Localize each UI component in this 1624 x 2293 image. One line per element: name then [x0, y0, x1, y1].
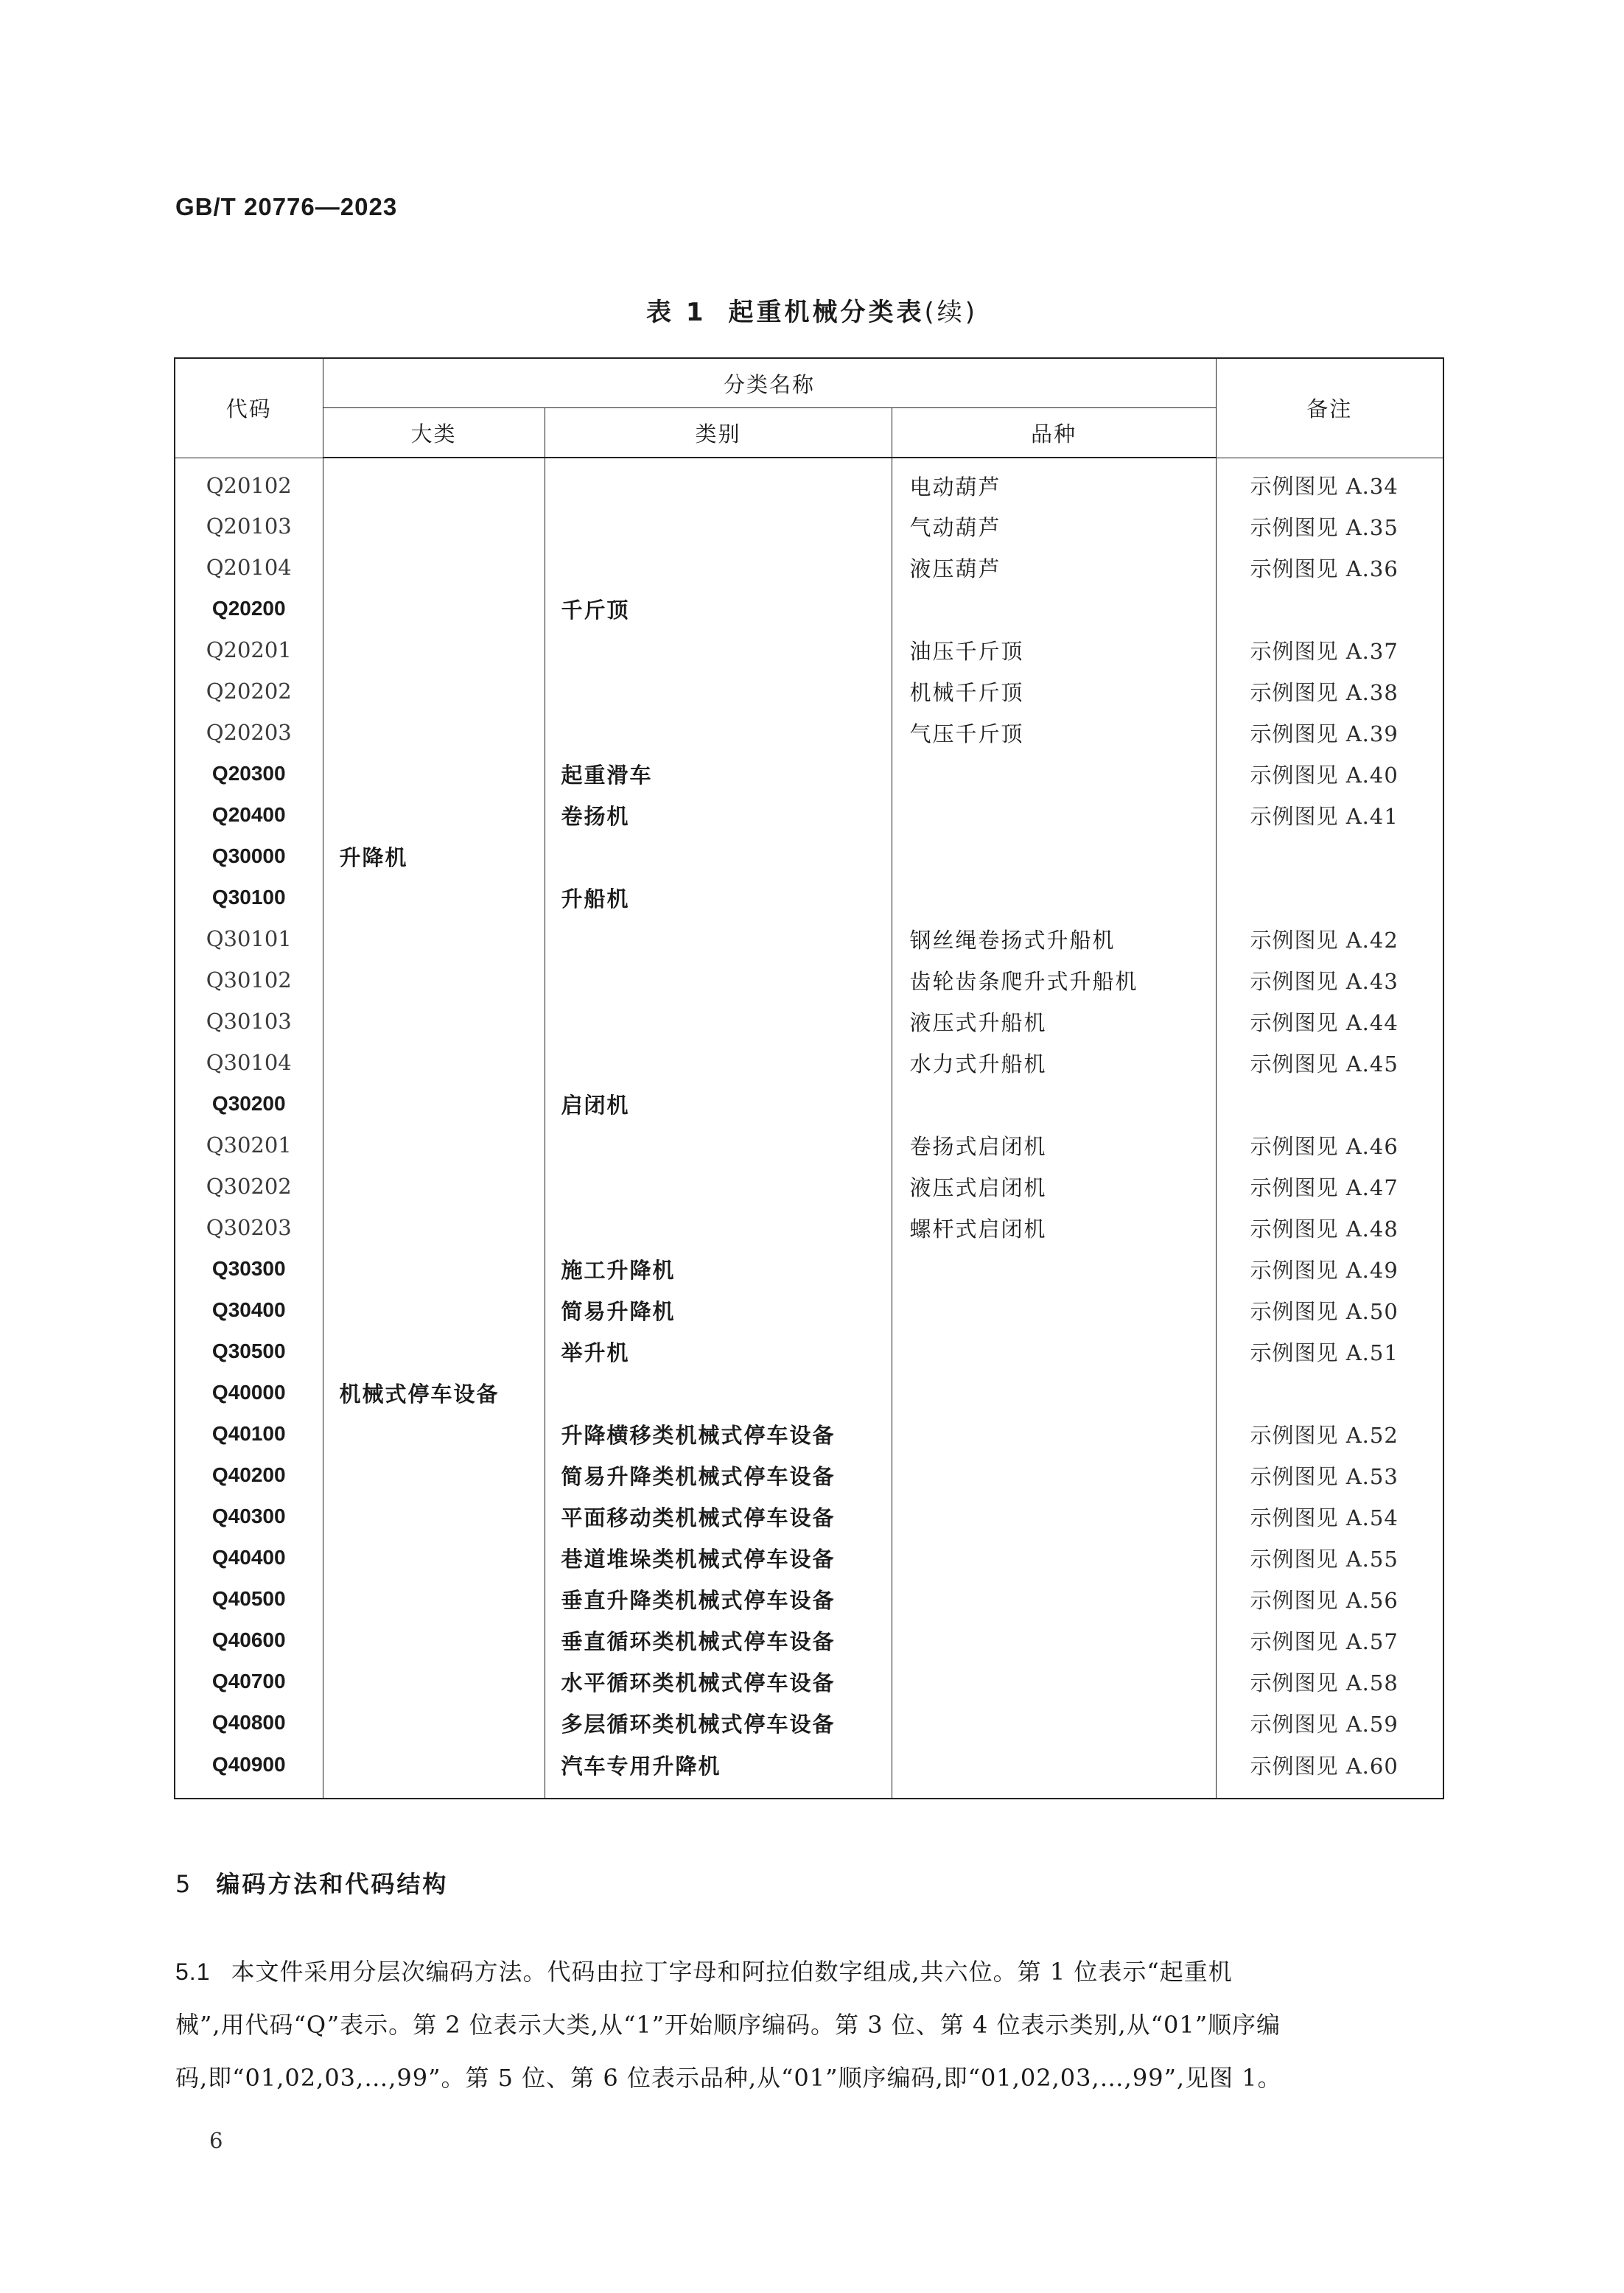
- major-cell: [323, 1620, 545, 1661]
- variety-cell: [892, 836, 1216, 877]
- note-cell: 示例图见 A.57: [1216, 1620, 1443, 1661]
- variety-cell: [892, 1661, 1216, 1702]
- variety-cell: [892, 1331, 1216, 1372]
- category-cell: [545, 959, 892, 1001]
- category-cell: [545, 918, 892, 959]
- major-cell: [323, 1537, 545, 1578]
- category-cell: [545, 458, 892, 505]
- note-cell: 示例图见 A.36: [1216, 547, 1443, 588]
- note-cell: 示例图见 A.51: [1216, 1331, 1443, 1372]
- code-cell: Q40100: [175, 1413, 323, 1454]
- table-row: [175, 1083, 1443, 1124]
- table-row: [175, 712, 1443, 753]
- code-cell: Q20103: [175, 505, 323, 547]
- variety-cell: [892, 1289, 1216, 1331]
- note-cell: 示例图见 A.37: [1216, 629, 1443, 671]
- variety-cell: 齿轮齿条爬升式升船机: [892, 959, 1216, 1001]
- variety-cell: [892, 753, 1216, 794]
- category-cell: 简易升降机: [545, 1289, 892, 1331]
- clause-5-1: [175, 1945, 1444, 2104]
- clause-text: 本文件采用分层次编码方法。代码由拉丁字母和阿拉伯数字组成,共六位。第 1 位表示“起重机: [231, 1958, 1233, 1986]
- major-cell: [323, 794, 545, 836]
- major-cell: [323, 1001, 545, 1042]
- variety-cell: [892, 1620, 1216, 1661]
- category-cell: 启闭机: [545, 1083, 892, 1124]
- code-cell: Q20400: [175, 794, 323, 836]
- major-cell: [323, 1248, 545, 1289]
- header-code: 代码: [175, 358, 323, 458]
- major-cell: [323, 547, 545, 588]
- category-cell: [545, 671, 892, 712]
- note-cell: 示例图见 A.52: [1216, 1413, 1443, 1454]
- table-number: 表 1: [645, 298, 707, 327]
- code-cell: Q30300: [175, 1248, 323, 1289]
- variety-cell: [892, 1454, 1216, 1496]
- note-cell: 示例图见 A.34: [1216, 458, 1443, 505]
- variety-cell: 气动葫芦: [892, 505, 1216, 547]
- major-cell: [323, 877, 545, 918]
- variety-cell: [892, 1083, 1216, 1124]
- variety-cell: [892, 588, 1216, 629]
- major-cell: [323, 1743, 545, 1799]
- table-row: [175, 629, 1443, 671]
- table-row: [175, 1620, 1443, 1661]
- table-row: [175, 1207, 1443, 1248]
- code-cell: Q30103: [175, 1001, 323, 1042]
- code-cell: Q20201: [175, 629, 323, 671]
- note-cell: 示例图见 A.49: [1216, 1248, 1443, 1289]
- table-title: [0, 292, 1624, 328]
- major-cell: [323, 1702, 545, 1743]
- note-cell: 示例图见 A.53: [1216, 1454, 1443, 1496]
- category-cell: [545, 1166, 892, 1207]
- table-row: [175, 1042, 1443, 1083]
- table-continued: (续): [924, 298, 979, 327]
- note-cell: 示例图见 A.48: [1216, 1207, 1443, 1248]
- code-cell: Q30500: [175, 1331, 323, 1372]
- code-cell: Q30104: [175, 1042, 323, 1083]
- note-cell: 示例图见 A.35: [1216, 505, 1443, 547]
- note-cell: 示例图见 A.60: [1216, 1743, 1443, 1799]
- major-cell: [323, 671, 545, 712]
- page-number: 6: [209, 2128, 223, 2153]
- table-row: [175, 1537, 1443, 1578]
- category-cell: [545, 505, 892, 547]
- code-cell: Q30100: [175, 877, 323, 918]
- table-row: [175, 1743, 1443, 1799]
- note-cell: 示例图见 A.44: [1216, 1001, 1443, 1042]
- major-cell: [323, 1496, 545, 1537]
- header-variety: 品种: [892, 408, 1216, 458]
- table-row: [175, 959, 1443, 1001]
- category-cell: 垂直升降类机械式停车设备: [545, 1578, 892, 1620]
- major-cell: [323, 959, 545, 1001]
- category-cell: 多层循环类机械式停车设备: [545, 1702, 892, 1743]
- note-cell: 示例图见 A.55: [1216, 1537, 1443, 1578]
- category-cell: 举升机: [545, 1331, 892, 1372]
- code-cell: Q30400: [175, 1289, 323, 1331]
- section-title: 编码方法和代码结构: [216, 1870, 449, 1898]
- major-cell: [323, 1083, 545, 1124]
- document-id: GB/T 20776—2023: [175, 193, 398, 220]
- code-cell: Q40600: [175, 1620, 323, 1661]
- table-row: [175, 588, 1443, 629]
- major-cell: [323, 753, 545, 794]
- major-cell: [323, 458, 545, 505]
- category-cell: 卷扬机: [545, 794, 892, 836]
- major-cell: [323, 1207, 545, 1248]
- category-cell: 升降横移类机械式停车设备: [545, 1413, 892, 1454]
- category-cell: [545, 1372, 892, 1413]
- variety-cell: [892, 1372, 1216, 1413]
- note-cell: 示例图见 A.40: [1216, 753, 1443, 794]
- variety-cell: [892, 1248, 1216, 1289]
- code-cell: Q40700: [175, 1661, 323, 1702]
- category-cell: [545, 1207, 892, 1248]
- major-cell: [323, 1331, 545, 1372]
- variety-cell: 液压式升船机: [892, 1001, 1216, 1042]
- table-caption: 起重机械分类表: [728, 298, 925, 327]
- code-cell: Q40800: [175, 1702, 323, 1743]
- table-row: [175, 1661, 1443, 1702]
- table-row: [175, 671, 1443, 712]
- category-cell: 巷道堆垛类机械式停车设备: [545, 1537, 892, 1578]
- category-cell: [545, 547, 892, 588]
- variety-cell: [892, 1537, 1216, 1578]
- variety-cell: 气压千斤顶: [892, 712, 1216, 753]
- table-row: [175, 458, 1443, 505]
- note-cell: 示例图见 A.43: [1216, 959, 1443, 1001]
- category-cell: 千斤顶: [545, 588, 892, 629]
- variety-cell: 油压千斤顶: [892, 629, 1216, 671]
- code-cell: Q40500: [175, 1578, 323, 1620]
- variety-cell: 卷扬式启闭机: [892, 1124, 1216, 1166]
- clause-number: 5.1: [175, 1958, 211, 1985]
- note-cell: 示例图见 A.54: [1216, 1496, 1443, 1537]
- category-cell: [545, 629, 892, 671]
- note-cell: 示例图见 A.59: [1216, 1702, 1443, 1743]
- major-cell: [323, 1413, 545, 1454]
- category-cell: 起重滑车: [545, 753, 892, 794]
- table-row: [175, 794, 1443, 836]
- category-cell: [545, 1001, 892, 1042]
- code-cell: Q40200: [175, 1454, 323, 1496]
- code-cell: Q20104: [175, 547, 323, 588]
- category-cell: [545, 836, 892, 877]
- table-row: [175, 1454, 1443, 1496]
- code-cell: Q40900: [175, 1743, 323, 1799]
- category-cell: 垂直循环类机械式停车设备: [545, 1620, 892, 1661]
- variety-cell: [892, 1743, 1216, 1799]
- major-cell: [323, 1042, 545, 1083]
- table-row: [175, 1001, 1443, 1042]
- code-cell: Q30201: [175, 1124, 323, 1166]
- table-row: [175, 1248, 1443, 1289]
- code-cell: Q40400: [175, 1537, 323, 1578]
- note-cell: 示例图见 A.41: [1216, 794, 1443, 836]
- major-cell: [323, 1578, 545, 1620]
- variety-cell: 钢丝绳卷扬式升船机: [892, 918, 1216, 959]
- table-row: [175, 505, 1443, 547]
- code-cell: Q20203: [175, 712, 323, 753]
- major-cell: [323, 918, 545, 959]
- header-category: 类别: [545, 408, 892, 458]
- table-row: [175, 1289, 1443, 1331]
- code-cell: Q30202: [175, 1166, 323, 1207]
- category-cell: 施工升降机: [545, 1248, 892, 1289]
- table-row: [175, 877, 1443, 918]
- table-row: [175, 1372, 1443, 1413]
- note-cell: 示例图见 A.45: [1216, 1042, 1443, 1083]
- note-cell: 示例图见 A.58: [1216, 1661, 1443, 1702]
- variety-cell: 电动葫芦: [892, 458, 1216, 505]
- code-cell: Q40300: [175, 1496, 323, 1537]
- table-row: [175, 1331, 1443, 1372]
- note-cell: [1216, 1083, 1443, 1124]
- note-cell: [1216, 1372, 1443, 1413]
- table-row: [175, 1702, 1443, 1743]
- table-row: [175, 753, 1443, 794]
- category-cell: 水平循环类机械式停车设备: [545, 1661, 892, 1702]
- note-cell: [1216, 836, 1443, 877]
- table-row: [175, 1124, 1443, 1166]
- category-cell: 平面移动类机械式停车设备: [545, 1496, 892, 1537]
- variety-cell: [892, 1413, 1216, 1454]
- major-cell: [323, 712, 545, 753]
- variety-cell: 液压式启闭机: [892, 1166, 1216, 1207]
- header-note: 备注: [1216, 358, 1443, 458]
- category-cell: [545, 712, 892, 753]
- variety-cell: 水力式升船机: [892, 1042, 1216, 1083]
- major-cell: 机械式停车设备: [323, 1372, 545, 1413]
- variety-cell: 液压葫芦: [892, 547, 1216, 588]
- code-cell: Q30101: [175, 918, 323, 959]
- code-cell: Q40000: [175, 1372, 323, 1413]
- table-row: [175, 1166, 1443, 1207]
- section-heading: [175, 1866, 448, 1900]
- header-classification-name: 分类名称: [323, 358, 1216, 408]
- code-cell: Q30102: [175, 959, 323, 1001]
- code-cell: Q20202: [175, 671, 323, 712]
- major-cell: [323, 1289, 545, 1331]
- note-cell: 示例图见 A.38: [1216, 671, 1443, 712]
- table-row: [175, 1413, 1443, 1454]
- variety-cell: [892, 794, 1216, 836]
- code-cell: Q30000: [175, 836, 323, 877]
- major-cell: [323, 1124, 545, 1166]
- major-cell: [323, 629, 545, 671]
- code-cell: Q20102: [175, 458, 323, 505]
- section-number: 5: [175, 1870, 193, 1898]
- code-cell: Q30200: [175, 1083, 323, 1124]
- category-cell: 升船机: [545, 877, 892, 918]
- note-cell: [1216, 588, 1443, 629]
- major-cell: [323, 1166, 545, 1207]
- table-row: [175, 836, 1443, 877]
- note-cell: 示例图见 A.46: [1216, 1124, 1443, 1166]
- note-cell: 示例图见 A.42: [1216, 918, 1443, 959]
- table-row: [175, 547, 1443, 588]
- table-body: [175, 458, 1443, 1799]
- major-cell: [323, 505, 545, 547]
- variety-cell: 螺杆式启闭机: [892, 1207, 1216, 1248]
- note-cell: 示例图见 A.47: [1216, 1166, 1443, 1207]
- note-cell: [1216, 877, 1443, 918]
- code-cell: Q20300: [175, 753, 323, 794]
- variety-cell: [892, 1578, 1216, 1620]
- table-row: [175, 1578, 1443, 1620]
- variety-cell: [892, 1496, 1216, 1537]
- major-cell: [323, 1661, 545, 1702]
- variety-cell: 机械千斤顶: [892, 671, 1216, 712]
- clause-line-3: 码,即“01,02,03,…,99”。第 5 位、第 6 位表示品种,从“01”顺序编码,即“01,02,03,…,99”,见图 1。: [175, 2064, 1282, 2092]
- code-cell: Q30203: [175, 1207, 323, 1248]
- category-cell: [545, 1124, 892, 1166]
- table-row: [175, 1496, 1443, 1537]
- clause-line-1: [175, 1945, 1444, 1998]
- clause-line-2: 械”,用代码“Q”表示。第 2 位表示大类,从“1”开始顺序编码。第 3 位、第 4 位表示类别,从“01”顺序编: [175, 2011, 1281, 2039]
- major-cell: [323, 1454, 545, 1496]
- category-cell: 简易升降类机械式停车设备: [545, 1454, 892, 1496]
- variety-cell: [892, 1702, 1216, 1743]
- code-cell: Q20200: [175, 588, 323, 629]
- category-cell: [545, 1042, 892, 1083]
- category-cell: 汽车专用升降机: [545, 1743, 892, 1799]
- classification-table: [174, 357, 1444, 1799]
- header-major: 大类: [323, 408, 545, 458]
- note-cell: 示例图见 A.56: [1216, 1578, 1443, 1620]
- major-cell: 升降机: [323, 836, 545, 877]
- major-cell: [323, 588, 545, 629]
- table-row: [175, 918, 1443, 959]
- note-cell: 示例图见 A.39: [1216, 712, 1443, 753]
- variety-cell: [892, 877, 1216, 918]
- note-cell: 示例图见 A.50: [1216, 1289, 1443, 1331]
